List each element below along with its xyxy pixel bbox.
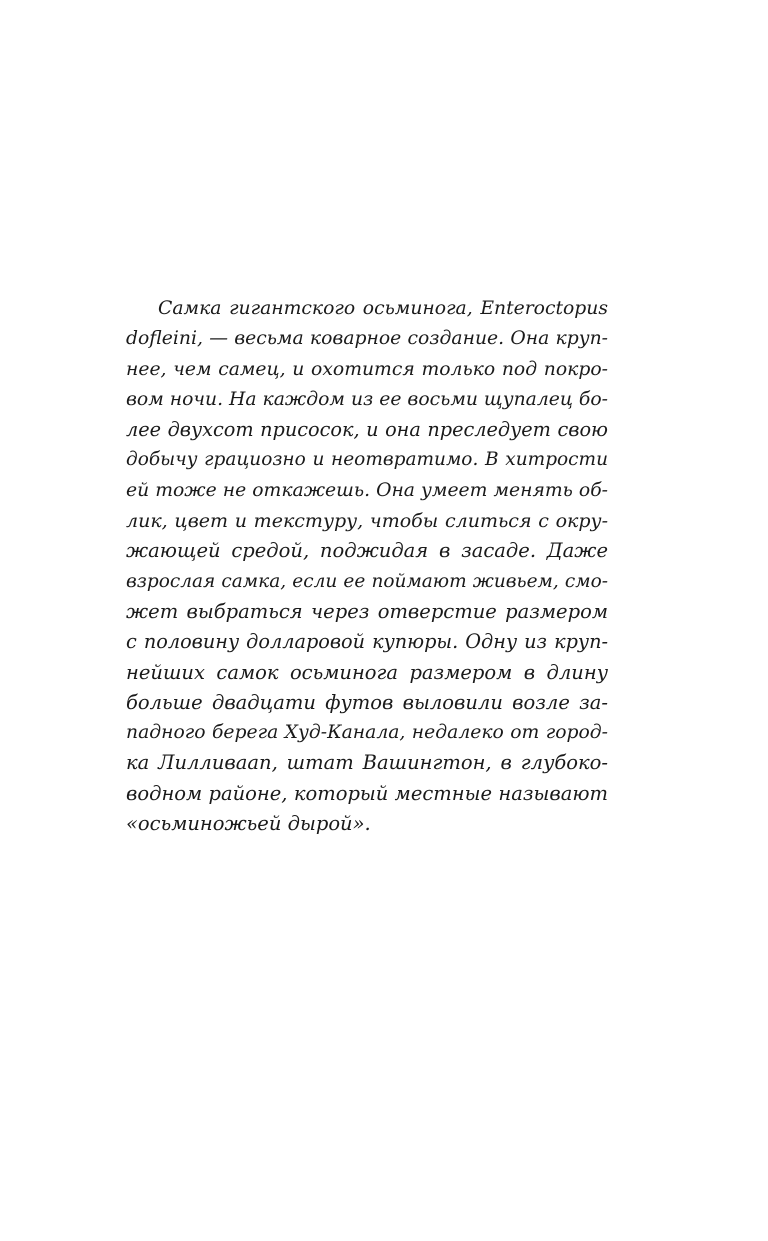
paragraph-line: ка Лилливаап, штат Вашингтон, в глубоко-: [126, 751, 608, 775]
paragraph: [126, 294, 608, 839]
paragraph-line: dofleini, — весьма коварное создание. Она круп-: [126, 328, 608, 350]
paragraph-line: падного берега Худ-Канала, недалеко от город-: [126, 722, 608, 744]
paragraph-line: «осьминожьей дырой».: [126, 812, 371, 836]
paragraph-line: нейших самок осьминога размером в длину: [126, 660, 608, 684]
paragraph-line: лее двухсот присосок, и она преследует свою: [126, 418, 608, 442]
paragraph-line: добычу грациозно и неотвратимо. В хитрости: [126, 449, 608, 471]
paragraph-line: жающей средой, поджидая в засаде. Даже: [126, 539, 608, 563]
paragraph-line: взрослая самка, если ее поймают живьем, смо-: [126, 570, 608, 592]
paragraph-line: вом ночи. На каждом из ее восьми щупалец бо-: [126, 388, 608, 410]
paragraph-line: ей тоже не откажешь. Она умеет менять об-: [126, 479, 608, 501]
paragraph-line: больше двадцати футов выловили возле за-: [126, 690, 608, 714]
paragraph-line: нее, чем самец, и охотится только под покро-: [126, 358, 608, 380]
paragraph-line: водном районе, который местные называют: [126, 781, 608, 805]
paragraph-line: жет выбраться через отверстие размером: [126, 599, 608, 623]
paragraph-line: лик, цвет и текстуру, чтобы слиться с окру-: [126, 510, 608, 533]
paragraph-line: Самка гигантского осьминога, Enteroctopus: [158, 298, 608, 319]
paragraph-line: с половину долларовой купюры. Одну из круп-: [126, 630, 608, 654]
